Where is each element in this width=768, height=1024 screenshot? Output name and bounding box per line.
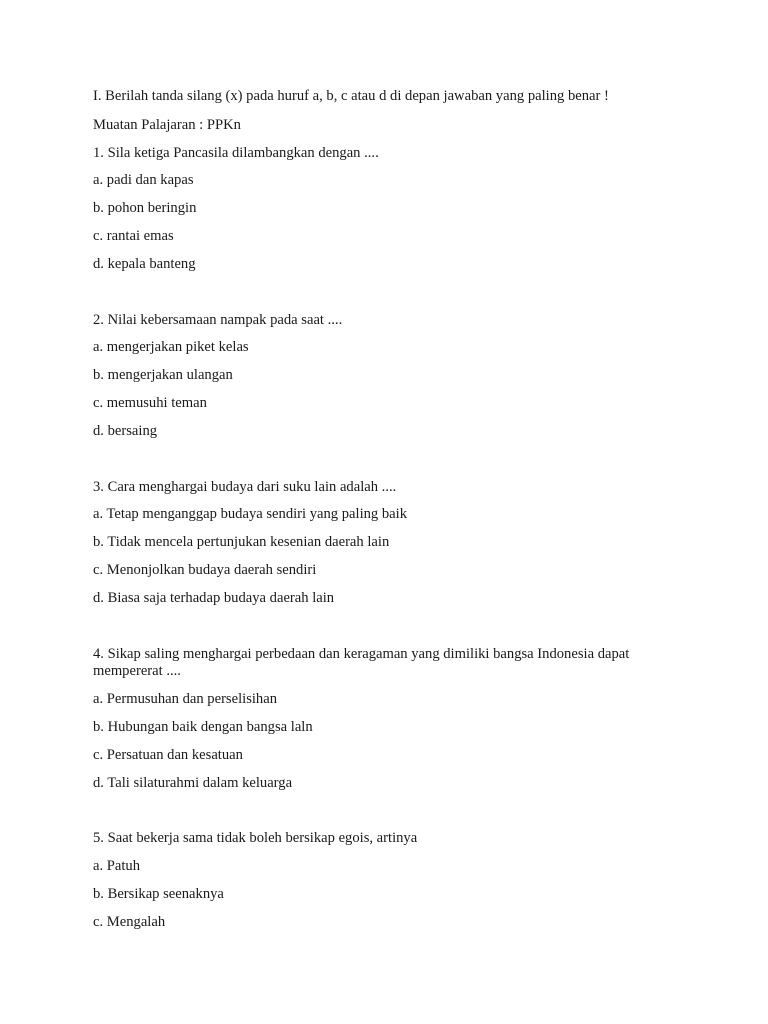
option-5a: a. Patuh: [93, 858, 141, 874]
option-5c: c. Mengalah: [93, 914, 166, 930]
question-1: 1. Sila ketiga Pancasila dilambangkan dengan ....: [93, 145, 379, 161]
option-2d: d. bersaing: [93, 423, 158, 439]
option-4d: d. Tali silaturahmi dalam keluarga: [93, 775, 293, 791]
option-2b: b. mengerjakan ulangan: [93, 367, 233, 383]
option-1c: c. rantai emas: [93, 228, 174, 244]
option-4a: a. Permusuhan dan perselisihan: [93, 691, 277, 707]
option-3b: b. Tidak mencela pertunjukan kesenian daerah lain: [93, 534, 390, 550]
option-2a: a. mengerjakan piket kelas: [93, 339, 249, 355]
instruction-text: I. Berilah tanda silang (x) pada huruf a, b, c atau d di depan jawaban yang paling benar !: [93, 88, 609, 104]
option-1b: b. pohon beringin: [93, 200, 197, 216]
option-4b: b. Hubungan baik dengan bangsa laln: [93, 719, 313, 735]
option-1a: a. padi dan kapas: [93, 172, 194, 188]
question-4: 4. Sikap saling menghargai perbedaan dan keragaman yang dimiliki bangsa Indonesia dapat mempererat ....: [93, 646, 630, 679]
question-2: 2. Nilai kebersamaan nampak pada saat ....: [93, 312, 343, 328]
subject-label: Muatan Palajaran : PPKn: [93, 117, 241, 133]
question-5: 5. Saat bekerja sama tidak boleh bersikap egois, artinya: [93, 830, 418, 846]
question-3: 3. Cara menghargai budaya dari suku lain adalah ....: [93, 479, 397, 495]
option-1d: d. kepala banteng: [93, 256, 196, 272]
option-3a: a. Tetap menganggap budaya sendiri yang paling baik: [93, 506, 408, 522]
option-3d: d. Biasa saja terhadap budaya daerah lain: [93, 590, 335, 606]
option-4c: c. Persatuan dan kesatuan: [93, 747, 243, 763]
option-5b: b. Bersikap seenaknya: [93, 886, 224, 902]
option-3c: c. Menonjolkan budaya daerah sendiri: [93, 562, 317, 578]
option-2c: c. memusuhi teman: [93, 395, 207, 411]
